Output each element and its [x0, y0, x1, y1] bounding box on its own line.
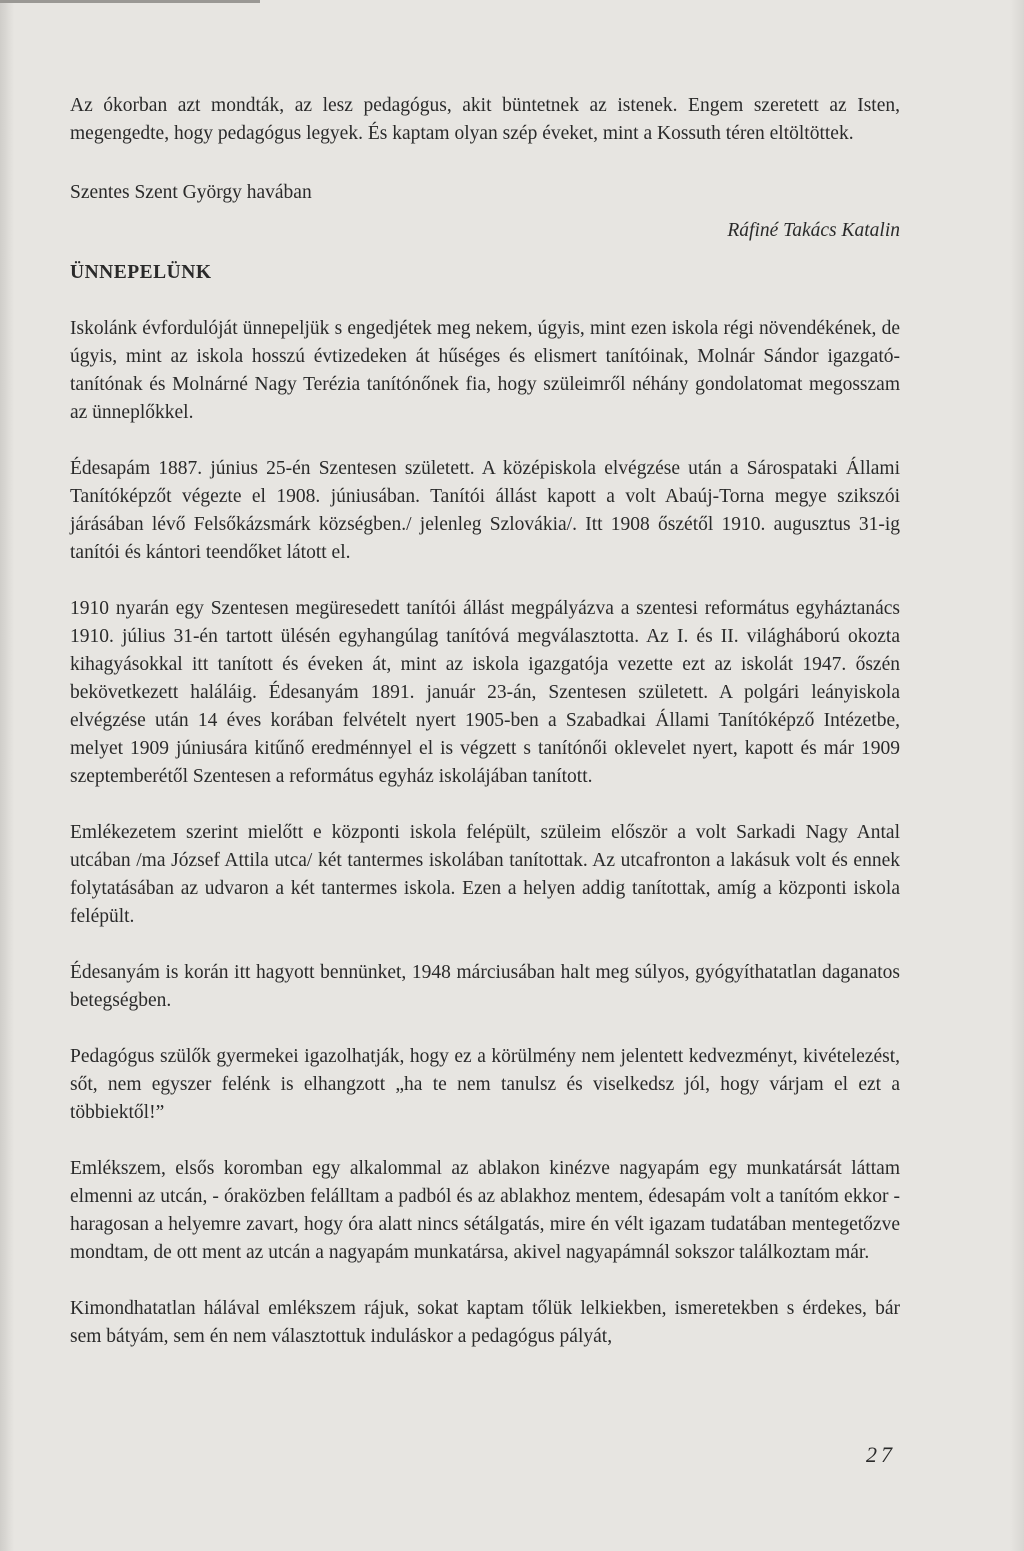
page-content: [70, 92, 900, 1351]
body-paragraph: Édesapám 1887. június 25-én Szentesen született. A középiskola elvégzése után a Sárospataki Állami Tanítóképzőt végezte el 1908. júniusában. Tanítói állást kapott a volt Abaúj-Torna megye szikszói járásában lévő Felsőkázsmárk községben./ jelenleg Szlovákia/. Itt 1908 őszétől 1910. augusztus 31-ig tanítói és kántori teendőket látott el.: [70, 458, 900, 563]
date-line: Szentes Szent György havában: [70, 182, 312, 203]
body-paragraph: 1910 nyarán egy Szentesen megüresedett tanítói állást megpályázva a szentesi református egyháztanács 1910. július 31-én tartott ülésén egyhangúlag tanítóvá megválasztotta. Az I. és II. világháború okozta kihagyásokkal itt tanított és éveken át, mint az iskola igazgatója vezette ezt az iskolát 1947. őszén bekövetkezett haláláig. Édesanyám 1891. január 23-án, Szentesen született. A polgári leányiskola elvégzése után 14 éves korában felvételt nyert 1905-ben a Szabadkai Állami Tanítóképző Intézetbe, melyet 1909 júniusára kitűnő eredménnyel el is végzett s tanítónői oklevelet nyert, kapott és már 1909 szeptemberétől Szentesen a református egyház iskolájában tanított.: [70, 598, 900, 787]
body-paragraph: Iskolánk évfordulóját ünnepeljük s engedjétek meg nekem, úgyis, mint ezen iskola régi növendékének, de úgyis, mint az iskola hosszú évtizedeken át hűséges és elismert tanítóinak, Molnár Sándor igazgató-tanítónak és Molnárné Nagy Terézia tanítónőnek fia, hogy szüleimről néhány gondolatomat megosszam az ünneplőkkel.: [70, 318, 900, 423]
author-signature: Ráfiné Takács Katalin: [727, 220, 900, 241]
body-paragraph: Kimondhatatlan hálával emlékszem rájuk, sokat kaptam tőlük lelkiekben, ismeretekben s érdekes, bár sem bátyám, sem én nem választottuk induláskor a pedagógus pályát,: [70, 1298, 900, 1347]
body-paragraph: Emlékezetem szerint mielőtt e központi iskola felépült, szüleim először a volt Sarkadi Nagy Antal utcában /ma József Attila utca/ két tantermes iskolában tanítottak. Az utcafronton a lakásuk volt és ennek folytatásában az udvaron a két tantermes iskola. Ezen a helyen addig tanítottak, amíg a központi iskola felépült.: [70, 822, 900, 927]
body-paragraph: Édesanyám is korán itt hagyott bennünket, 1948 márciusában halt meg súlyos, gyógyíthatatlan daganatos betegségben.: [70, 962, 900, 1011]
body-paragraph: Emlékszem, elsős koromban egy alkalommal az ablakon kinézve nagyapám egy munkatársát láttam elmenni az utcán, - óraközben felálltam a padból és az ablakhoz mentem, édesapám volt a tanítóm ekkor - haragosan a helyemre zavart, hogy óra alatt nincs sétálgatás, mire én vélt igazam tudatában mentegetőzve mondtam, de ott ment az utcán a nagyapám munkatársa, akivel nagyapámnál sokszor találkoztam már.: [70, 1158, 900, 1263]
scan-edge-line: [0, 0, 260, 3]
page-number: 27: [866, 1442, 896, 1467]
intro-paragraph: Az ókorban azt mondták, az lesz pedagógus, akit büntetnek az istenek. Engem szeretett az Isten, megengedte, hogy pedagógus legyek. És kaptam olyan szép éveket, mint a Kossuth téren eltöltöttek.: [70, 95, 900, 144]
body-paragraph: Pedagógus szülők gyermekei igazolhatják, hogy ez a körülmény nem jelentett kedvezményt, kivételezést, sőt, nem egyszer felénk is elhangzott „ha te nem tanulsz és viselkedsz jól, hogy várjam el ezt a többiektől!”: [70, 1046, 900, 1123]
section-heading: ÜNNEPELÜNK: [70, 262, 212, 283]
